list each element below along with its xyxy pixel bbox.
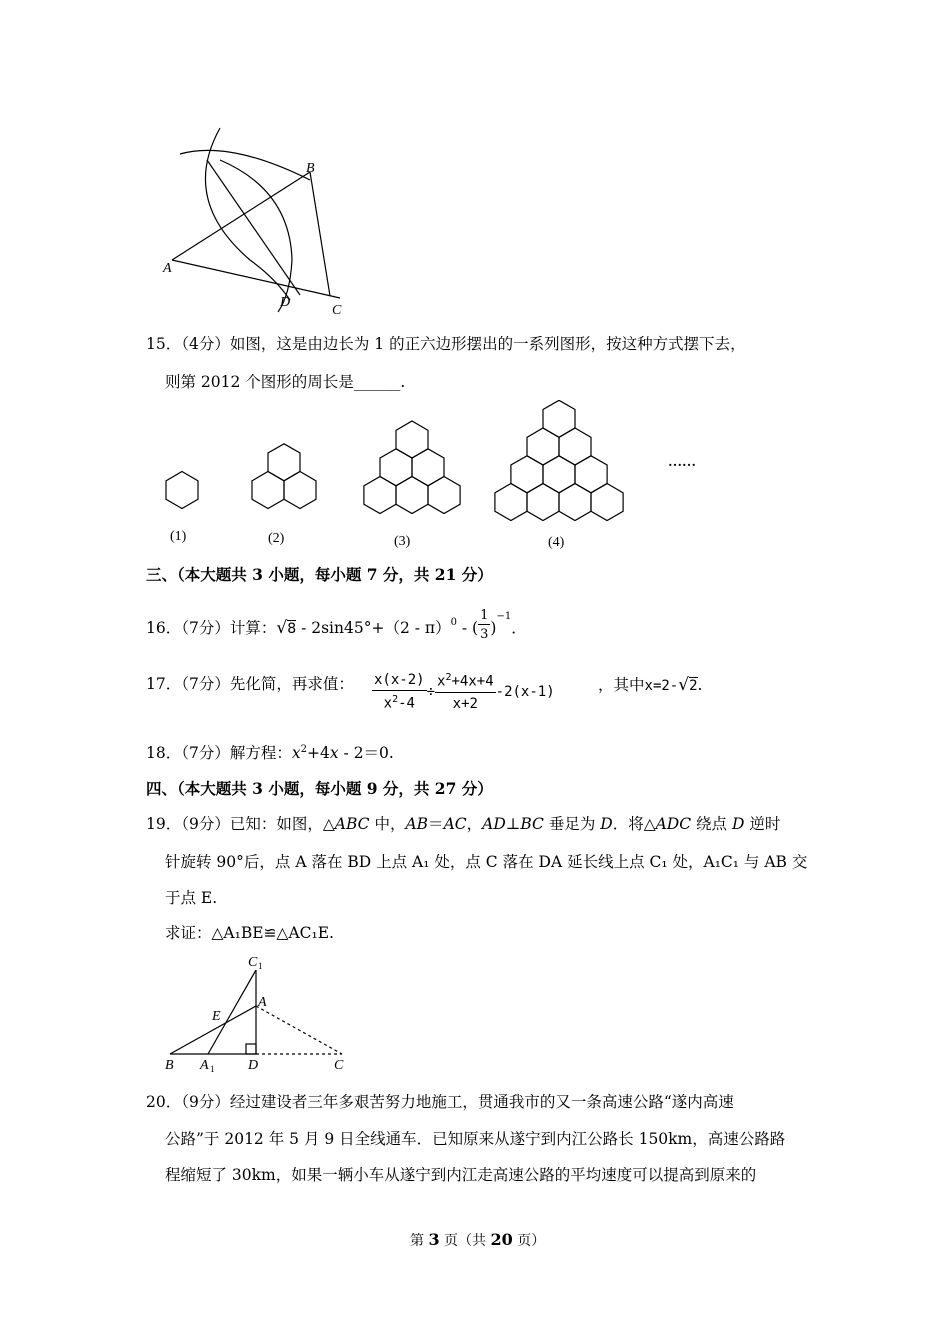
section3-title: 三、（本大题共 3 小题，每小题 7 分，共 21 分） bbox=[146, 565, 493, 584]
q17-f1-den-sup: 2 bbox=[392, 694, 399, 705]
q17-expression bbox=[372, 672, 555, 712]
label-A1-sub: 1 bbox=[210, 1064, 215, 1074]
label-C: C bbox=[334, 1058, 344, 1073]
q17-end: . bbox=[697, 676, 703, 694]
q17-number: 17． bbox=[146, 675, 182, 693]
hexagon bbox=[527, 428, 559, 465]
q14-figure bbox=[160, 120, 360, 325]
hexagon bbox=[166, 472, 198, 509]
q19-score: （9分） bbox=[181, 815, 230, 833]
hexagon bbox=[559, 484, 591, 521]
q17-f2-num-b: +4x+4 bbox=[451, 673, 494, 690]
q17-text: 先化简，再求值： bbox=[229, 675, 354, 693]
hexagon bbox=[396, 477, 428, 514]
q20-text1: 经过建设者三年多艰苦努力地施工，贯通我市的又一条高速公路“遂内高速 bbox=[229, 1093, 734, 1111]
q18-eq-a: x bbox=[291, 744, 301, 763]
footer-page: 3 bbox=[428, 1230, 440, 1249]
q16-score: （7分） bbox=[181, 619, 230, 637]
q18 bbox=[146, 745, 394, 762]
q19-l1-i: ⊥ bbox=[505, 815, 521, 833]
q19-l1-g: ， bbox=[466, 815, 483, 833]
q19-l1-n: ADC bbox=[655, 815, 692, 833]
label-A: A bbox=[258, 995, 267, 1010]
q17-f2-num-sup: 2 bbox=[445, 672, 452, 683]
q17-f1-den bbox=[372, 691, 427, 712]
footer-a: 第 bbox=[410, 1233, 429, 1249]
q19-l1-l: D bbox=[600, 815, 613, 833]
q16-part4: ) bbox=[490, 619, 497, 637]
hexagon bbox=[543, 456, 575, 493]
q17-score: （7分） bbox=[181, 675, 230, 693]
q19-l1-h: AD bbox=[482, 815, 506, 833]
q20-line2: 公路”于 2012 年 5 月 9 日全线通车．已知原来从遂宁到内江公路长 150km，高速公路路 bbox=[165, 1130, 786, 1148]
hexagon bbox=[511, 456, 543, 493]
q17-f2-num bbox=[435, 672, 496, 693]
hexagon bbox=[495, 484, 527, 521]
q19-l1-q: 逆时 bbox=[744, 815, 781, 833]
caption-3: (3) bbox=[394, 534, 411, 549]
label-B: B bbox=[165, 1058, 174, 1073]
q16 bbox=[146, 608, 527, 642]
q16-frac-den: 3 bbox=[480, 627, 489, 642]
q18-eq-b: +4 bbox=[307, 744, 330, 763]
q19-line1 bbox=[146, 817, 780, 833]
q19-l1-o: 绕点 bbox=[691, 815, 732, 833]
page-footer bbox=[410, 1232, 545, 1248]
q16-end: ． bbox=[511, 619, 527, 637]
q16-part2: - 2sin45°+（2 - π） bbox=[296, 619, 451, 637]
q20-line1 bbox=[146, 1095, 734, 1111]
caption-2: (2) bbox=[268, 531, 285, 546]
q17-condition bbox=[598, 677, 702, 694]
label-A: A bbox=[163, 261, 172, 276]
q19-l1-j: BC bbox=[520, 815, 544, 833]
label-A1: A bbox=[200, 1058, 209, 1073]
q19-prove: 求证：△A₁BE≌△AC₁E. bbox=[165, 924, 334, 942]
q17-f1-den-b: -4 bbox=[398, 695, 415, 712]
q19-figure bbox=[160, 950, 360, 1080]
q16-sqrt-arg: 8 bbox=[287, 621, 297, 637]
label-C: C bbox=[332, 303, 342, 318]
label-D: D bbox=[280, 295, 291, 310]
q17-cond: x=2- bbox=[644, 678, 679, 694]
q15-line1 bbox=[146, 337, 746, 353]
q18-number: 18． bbox=[146, 744, 182, 763]
sqrt-sign: √ bbox=[276, 618, 288, 638]
q19-line2: 针旋转 90°后，点 A 落在 BD 上点 A₁ 处，点 C 落在 DA 延长线上点 C₁ 处，A₁C₁ 与 AB 交 bbox=[165, 853, 808, 871]
q19-l1-p: D bbox=[731, 815, 745, 833]
q20-number: 20． bbox=[146, 1093, 182, 1111]
q17-tail: -2(x-1) bbox=[495, 683, 555, 700]
q15-end: . bbox=[400, 373, 406, 391]
q16-exp-neg1: −1 bbox=[496, 611, 512, 622]
q19-l1-d: AB bbox=[405, 815, 429, 833]
q20-line3: 程缩短了 30km，如果一辆小车从遂宁到内江走高速公路的平均速度可以提高到原来的 bbox=[165, 1166, 757, 1184]
label-E: E bbox=[212, 1009, 221, 1024]
q15-blank: ______ bbox=[353, 373, 401, 391]
hexagon bbox=[559, 428, 591, 465]
caption-4: (4) bbox=[548, 535, 565, 550]
q17-frac1 bbox=[372, 672, 427, 712]
hexagon bbox=[591, 484, 623, 521]
q16-part3: - ( bbox=[456, 619, 479, 637]
q19-l1-m: ．将△ bbox=[612, 815, 656, 833]
hexagon bbox=[527, 484, 559, 521]
hexagon bbox=[252, 472, 284, 509]
q18-eq-c: x bbox=[329, 744, 339, 763]
q16-fraction bbox=[478, 609, 490, 641]
q15-line2 bbox=[165, 375, 405, 391]
q19-l1-e: ＝ bbox=[428, 815, 444, 833]
q17-f1-num: x(x-2) bbox=[372, 672, 427, 691]
q17-f1-den-a: x bbox=[383, 695, 393, 712]
q15-text1: 如图，这是由边长为 1 的正六边形摆出的一系列图形，按这种方式摆下去， bbox=[229, 335, 746, 353]
q17 bbox=[146, 677, 354, 693]
q17-cond-sqrt: 2 bbox=[689, 678, 698, 694]
q15-text2: 则第 2012 个图形的周长是 bbox=[165, 373, 354, 391]
hexagon bbox=[380, 449, 412, 486]
q16-exp0: 0 bbox=[450, 617, 457, 628]
q15-number: 15． bbox=[146, 335, 182, 353]
q19-number: 19． bbox=[146, 815, 182, 833]
label-D: D bbox=[248, 1058, 259, 1073]
section4-title: 四、（本大题共 3 小题，每小题 9 分，共 27 分） bbox=[146, 779, 493, 798]
hexagon bbox=[284, 472, 316, 509]
caption-1: (1) bbox=[170, 529, 187, 544]
label-C1-sub: 1 bbox=[258, 961, 263, 971]
q17-f2-den: x+2 bbox=[452, 695, 478, 712]
q19-l1-a: 已知：如图，△ bbox=[229, 815, 335, 833]
hexagon bbox=[268, 444, 300, 481]
q18-eq-sup: 2 bbox=[300, 744, 307, 755]
q17-frac2 bbox=[435, 672, 496, 712]
q19-l1-f: AC bbox=[443, 815, 467, 833]
q19-l1-k: 垂足为 bbox=[543, 815, 601, 833]
q19-line3: 于点 E. bbox=[165, 889, 218, 907]
hexagon bbox=[543, 400, 575, 437]
q16-number: 16． bbox=[146, 619, 182, 637]
label-B: B bbox=[306, 161, 315, 176]
q19-l1-c: 中， bbox=[369, 815, 406, 833]
q16-frac-num: 1 bbox=[480, 608, 489, 623]
hexagon bbox=[412, 449, 444, 486]
q17-comma: ，其中 bbox=[598, 676, 645, 694]
ellipsis: …… bbox=[668, 455, 696, 470]
q18-eq-d: - 2＝0. bbox=[338, 744, 394, 763]
hexagon bbox=[364, 477, 396, 514]
sqrt-sign: √ bbox=[678, 675, 690, 695]
hexagon bbox=[575, 456, 607, 493]
q17-f2-num-a: x bbox=[437, 673, 446, 690]
footer-b: 页（共 bbox=[439, 1233, 491, 1249]
q20-score: （9分） bbox=[181, 1093, 230, 1111]
hexagon bbox=[396, 421, 428, 458]
q17-op: ÷ bbox=[426, 683, 436, 700]
q18-text: 解方程： bbox=[229, 744, 292, 763]
footer-total: 20 bbox=[490, 1230, 513, 1249]
q19-l1-b: ABC bbox=[334, 815, 370, 833]
label-C1: C bbox=[248, 955, 258, 970]
q16-text: 计算： bbox=[229, 619, 277, 637]
q15-score: （4分） bbox=[181, 335, 230, 353]
hexagon bbox=[428, 477, 460, 514]
hexagon-figures bbox=[150, 400, 730, 555]
q18-score: （7分） bbox=[181, 744, 230, 763]
footer-c: 页） bbox=[512, 1233, 546, 1249]
